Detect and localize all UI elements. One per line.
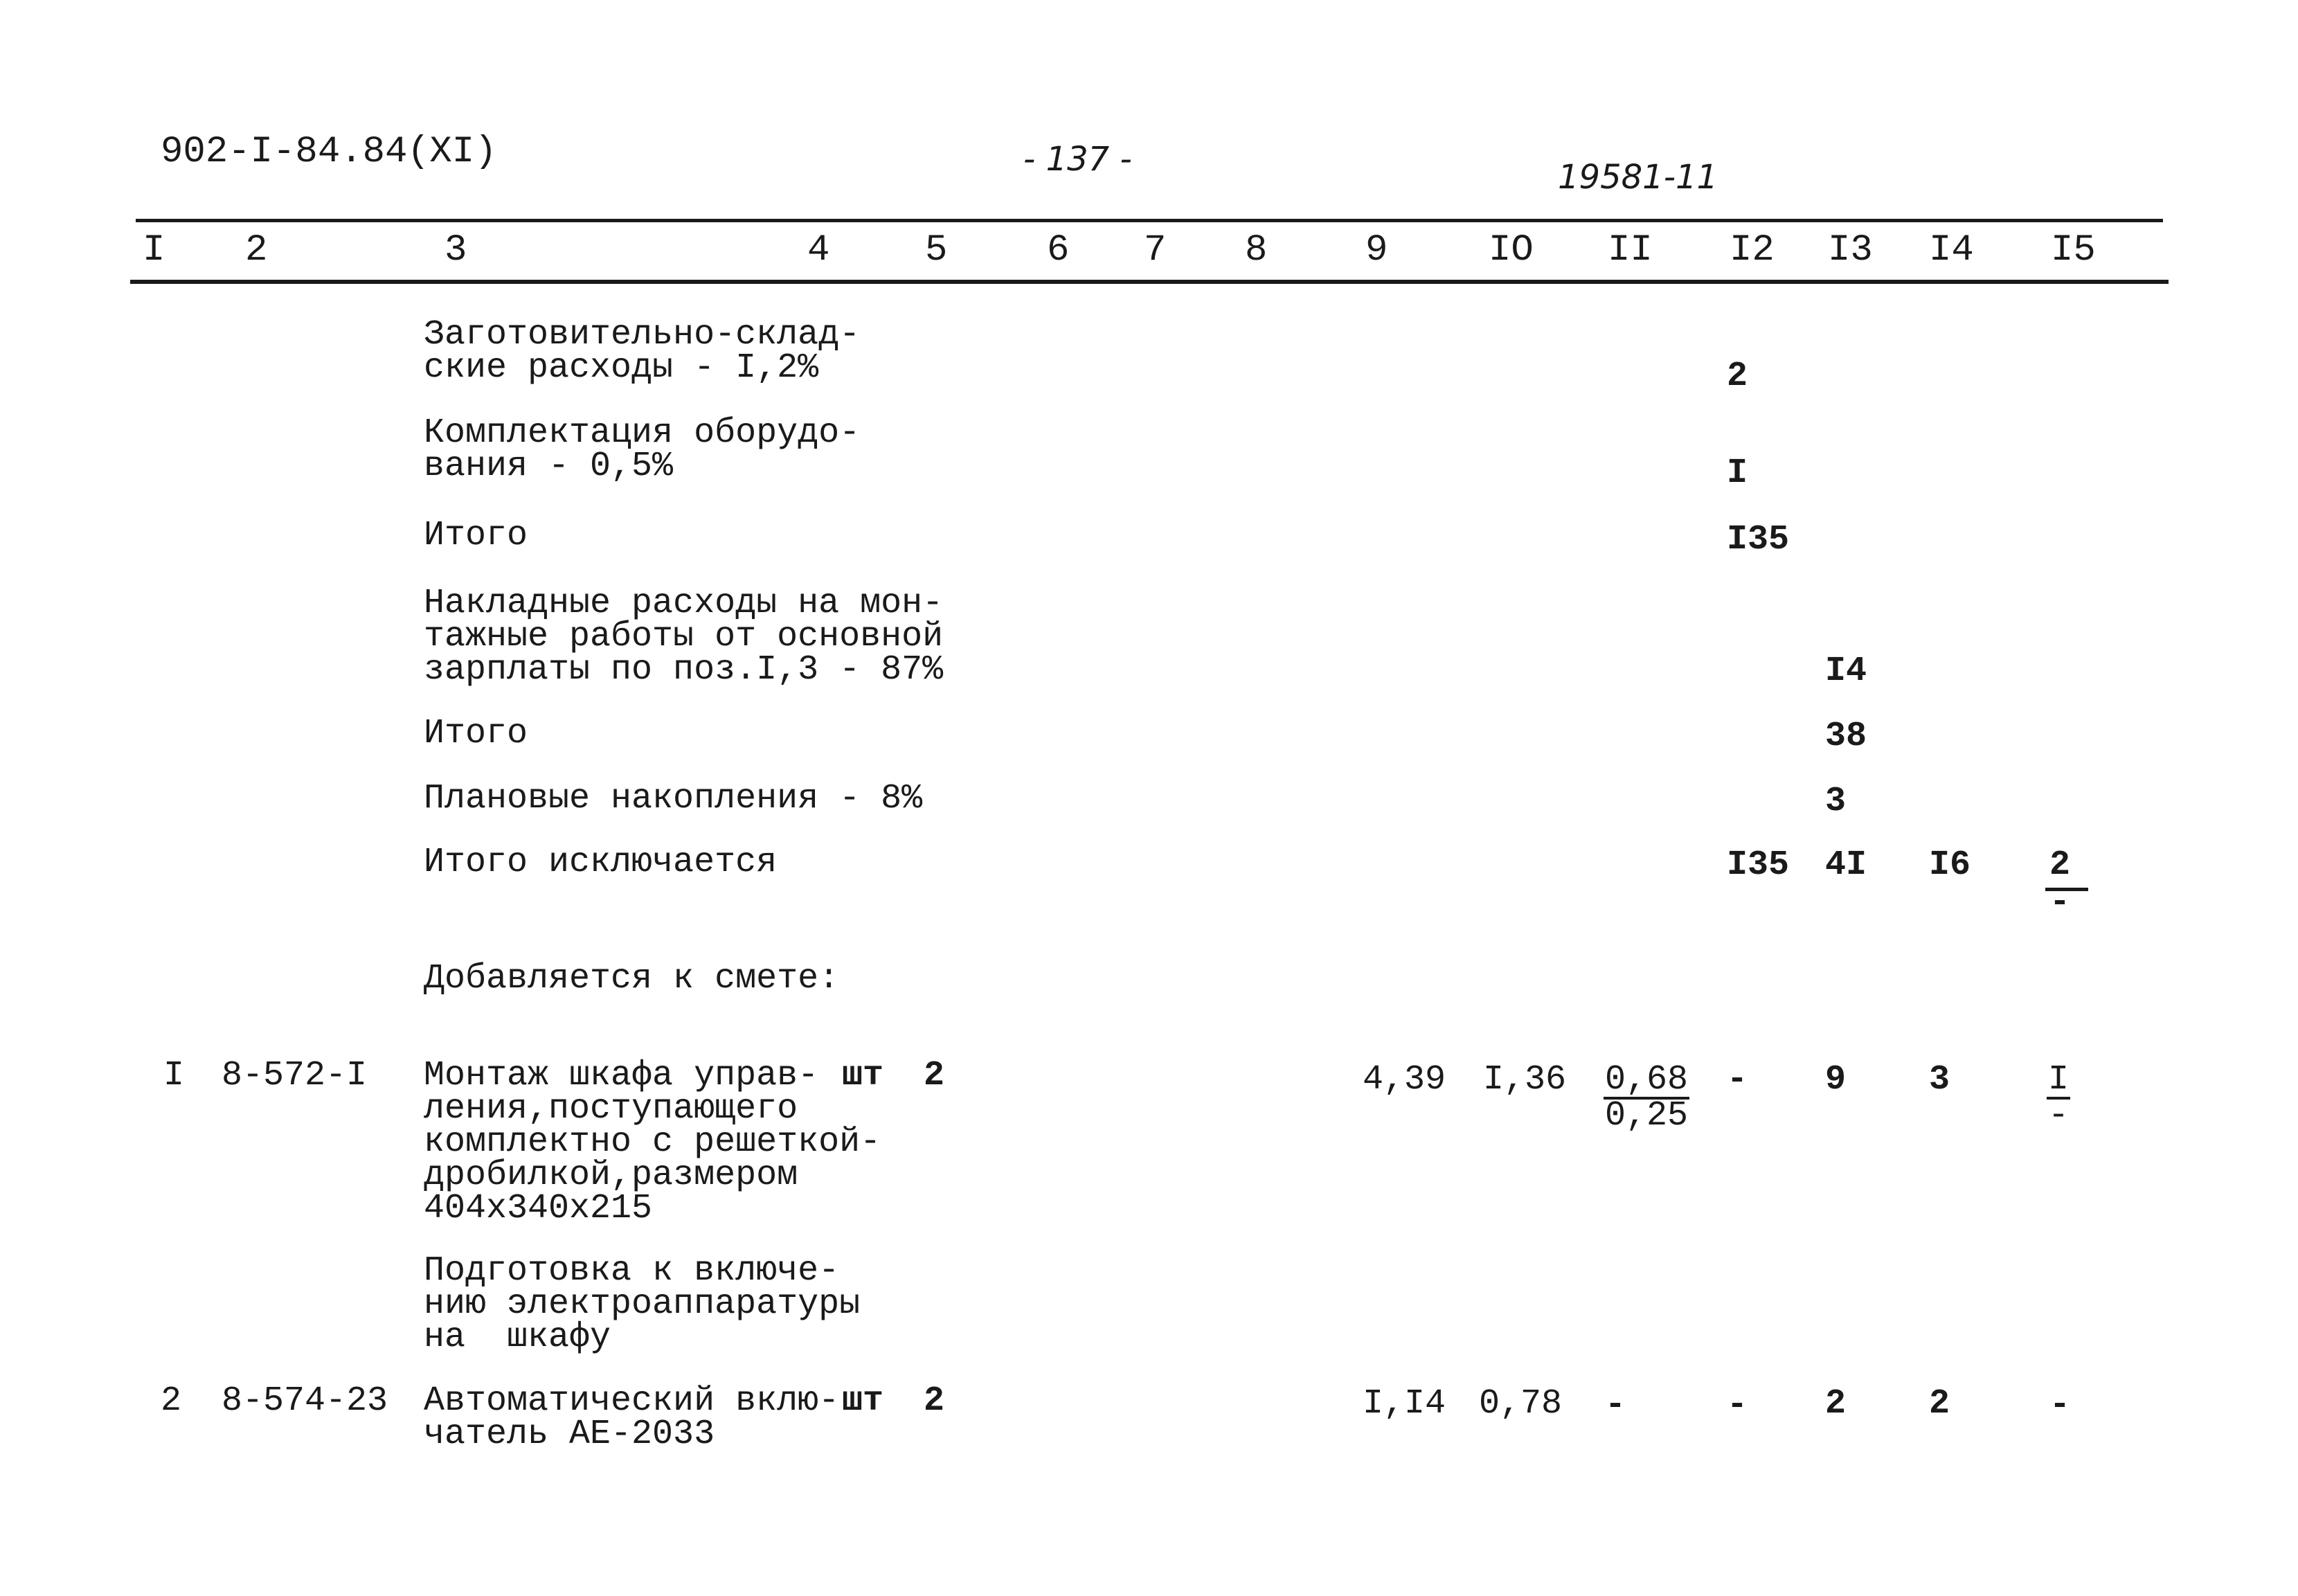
item-number: 2 <box>161 1381 182 1421</box>
column-number: II <box>1608 229 1653 271</box>
excluded-total-col15-sub: - <box>2049 883 2071 922</box>
item-col14: 3 <box>1929 1060 1950 1100</box>
item-col12: - <box>1727 1386 1748 1425</box>
item-col9: 4,39 <box>1363 1060 1446 1100</box>
column-number: I4 <box>1929 229 1974 271</box>
item-description: Монтаж шкафа управ- ления,поступающего комплектно с решеткой- дробилкой,размером 404x340x215 <box>424 1056 881 1228</box>
excluded-total-col15: 2 <box>2049 845 2071 885</box>
column-number: 4 <box>807 229 830 271</box>
column-number: 8 <box>1245 229 1268 271</box>
subtotal-label: Итого <box>424 516 528 555</box>
column-number: 2 <box>245 229 268 271</box>
item-col12: - <box>1727 1060 1748 1100</box>
column-number: 5 <box>925 229 948 271</box>
excluded-total-col13: 4I <box>1825 845 1867 885</box>
item-number: I <box>163 1056 185 1095</box>
column-number: I5 <box>2051 229 2096 271</box>
item-col15-fraction <box>2047 1060 2070 1136</box>
item-col15-numerator: I <box>2048 1060 2070 1100</box>
item-col10: I,36 <box>1483 1060 1567 1100</box>
subtotal-2-col13: 38 <box>1825 717 1867 756</box>
item-col10: 0,78 <box>1479 1384 1563 1424</box>
excluded-total-col14: I6 <box>1929 845 1971 885</box>
header-top-rule <box>136 219 2163 222</box>
item-col13: 2 <box>1825 1384 1847 1424</box>
document-part: (XI) <box>407 131 497 173</box>
excluded-total-text: Итого исключается <box>424 843 778 882</box>
storage-expenses-text: Заготовительно-склад- ские расходы - I,2% <box>424 315 861 388</box>
storage-expenses-col12: 2 <box>1727 357 1748 396</box>
equipment-text: Комплектация оборудо- вания - 0,5% <box>424 413 861 486</box>
item-col15-denominator: - <box>2048 1096 2070 1136</box>
column-number: 3 <box>445 229 467 271</box>
item-col14: 2 <box>1929 1384 1950 1424</box>
item-description: Автоматический вклю- чатель АЕ-2033 <box>424 1381 840 1454</box>
column-number: 6 <box>1047 229 1070 271</box>
equipment-col12: I <box>1727 454 1748 493</box>
item-code: 8-572-I <box>222 1056 368 1095</box>
item-quantity: 2 <box>924 1381 945 1421</box>
document-code: 902-I-84.84 <box>161 131 408 173</box>
item-col11-fraction <box>1604 1060 1689 1136</box>
column-number: 7 <box>1144 229 1167 271</box>
item-unit: шт <box>842 1056 884 1095</box>
item-col11: - <box>1605 1386 1626 1425</box>
item-quantity: 2 <box>924 1056 945 1095</box>
column-number: I <box>143 229 165 271</box>
excluded-total-col12: I35 <box>1727 845 1790 885</box>
planned-savings-col13: 3 <box>1825 782 1847 821</box>
preparation-text: Подготовка к включе- нию электроаппаратуры на шкафу <box>424 1251 861 1357</box>
column-number: 9 <box>1365 229 1388 271</box>
item-unit: шт <box>842 1381 884 1421</box>
column-number: IO <box>1489 229 1534 271</box>
item-col15: - <box>2049 1386 2071 1425</box>
item-code: 8-574-23 <box>222 1381 388 1421</box>
overhead-col13: I4 <box>1825 652 1867 691</box>
item-col9: I,I4 <box>1363 1384 1446 1424</box>
column-number: I2 <box>1730 229 1775 271</box>
added-to-estimate-heading: Добавляется к смете: <box>424 959 840 998</box>
column-number: I3 <box>1828 229 1873 271</box>
item-col11-numerator: 0,68 <box>1605 1060 1689 1100</box>
item-col13: 9 <box>1825 1060 1847 1100</box>
overhead-text: Накладные расходы на мон- тажные работы от основной зарплаты по поз.I,3 - 87% <box>424 584 944 690</box>
subtotal-2-label: Итого <box>424 714 528 753</box>
page-number: - 137 - <box>1023 140 1132 179</box>
subtotal-col12: I35 <box>1727 520 1790 559</box>
archive-stamp: 19581-11 <box>1558 158 1718 197</box>
planned-savings-text: Плановые накопления - 8% <box>424 779 923 818</box>
header-bottom-rule <box>130 280 2169 284</box>
item-col11-denominator: 0,25 <box>1605 1096 1689 1136</box>
